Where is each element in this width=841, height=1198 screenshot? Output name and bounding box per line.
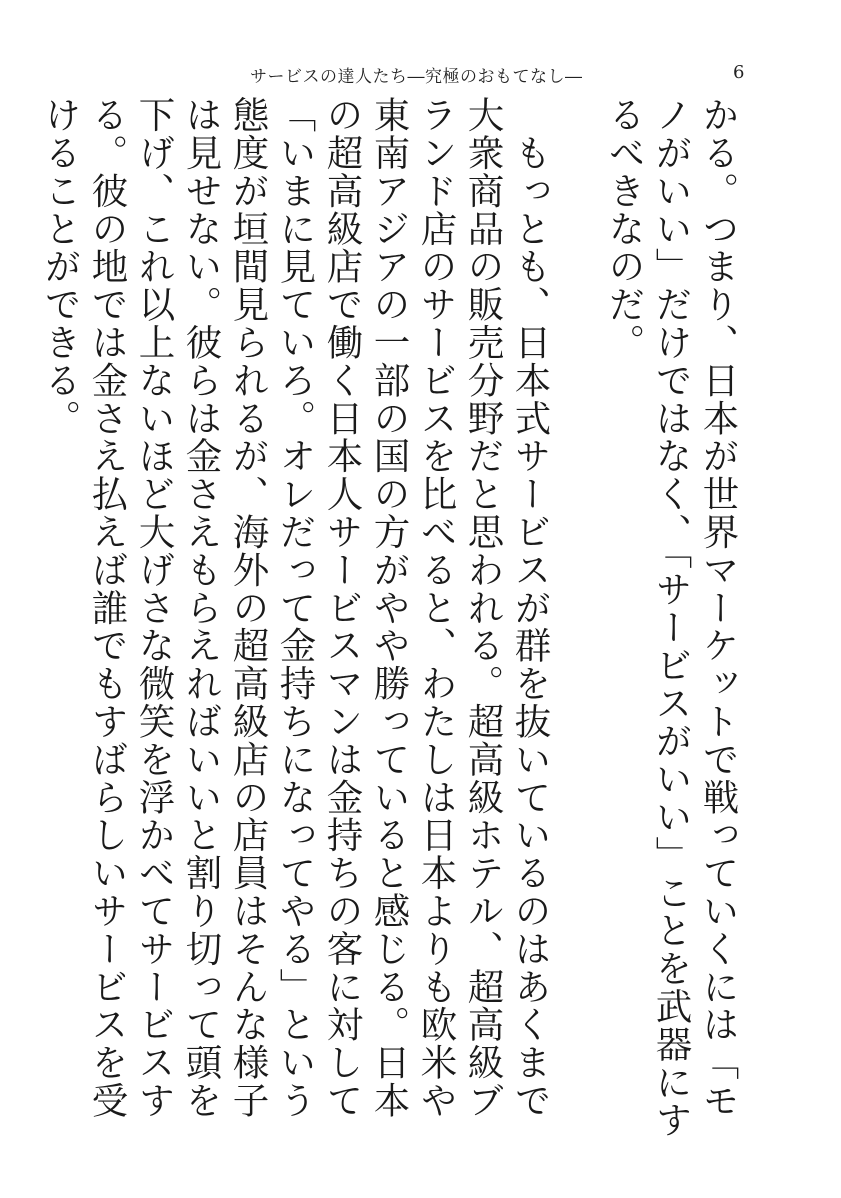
- body-text: [29, 96, 789, 1146]
- running-header: サービスの達人たち―究極のおもてなし―: [250, 67, 583, 87]
- paragraph-2: もっとも、日本式サービスが群を抜いているのはあくまで大衆商品の販売分野だと思われる。超高級ホテル、超高級ブランド店のサービスを比べると、わたしは日本よりも欧米や東南アジアの一部の国の方がやや勝っていると感じる。日本の超高級店で働く日本人サービスマンは金持ちの客に対して「いまに見ていろ。オレだって金持ちになってやる」という態度が垣間見られるが、海外の超高級店の店員はそんな様子は見せない。彼らは金さえもらえればいいと割り切って頭を下げ、これ以上ないほど大げさな微笑を浮かべてサービスする。彼の地では金さえ払えば誰でもすばらしいサービスを受けることができる。: [39, 96, 552, 1120]
- paragraph-1: かる。つまり、日本が世界マーケットで戦っていくには「モノがいい」だけではなく、「サービスがいい」ことを武器にするべきなのだ。: [603, 96, 740, 1139]
- page-number: 6: [733, 62, 745, 83]
